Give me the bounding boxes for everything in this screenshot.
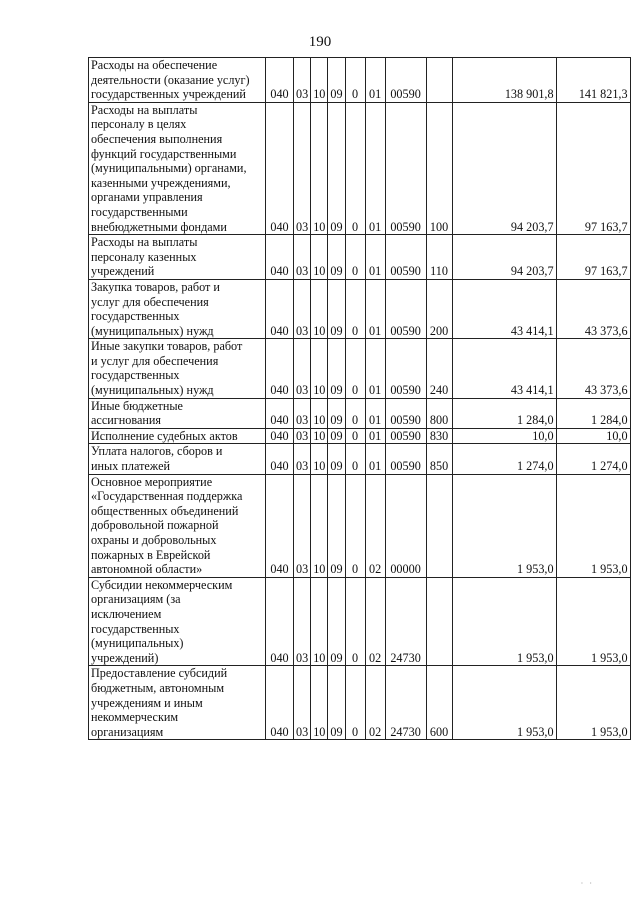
table-cell-direction: 00590 <box>385 398 426 428</box>
table-cell-event: 01 <box>365 444 385 474</box>
table-cell-sum-year2: 97 163,7 <box>556 235 630 280</box>
table-cell-program: 09 <box>328 102 345 234</box>
table-cell-name: Закупка товаров, работ и услуг для обеспечения государственных (муниципальных) нужд <box>89 279 266 338</box>
table-cell-sum-year1: 94 203,7 <box>452 235 556 280</box>
page-number: 190 <box>308 34 332 50</box>
table-row <box>89 279 631 338</box>
table-cell-subprogram: 0 <box>345 102 365 234</box>
table-cell-event: 01 <box>365 428 385 444</box>
table-cell-subsection: 10 <box>311 279 328 338</box>
table-cell-expense-type: 110 <box>426 235 452 280</box>
table-cell-direction: 00590 <box>385 279 426 338</box>
table-cell-expense-type <box>426 58 452 103</box>
table-cell-section: 03 <box>294 444 311 474</box>
table-cell-name: Расходы на выплаты персоналу казенных учреждений <box>89 235 266 280</box>
table-cell-sum-year2: 10,0 <box>556 428 630 444</box>
table-cell-section: 03 <box>294 577 311 666</box>
table-cell-expense-type: 200 <box>426 279 452 338</box>
table-cell-sum-year1: 1 953,0 <box>452 474 556 577</box>
table-cell-direction: 24730 <box>385 666 426 740</box>
table-cell-section: 03 <box>294 58 311 103</box>
table-cell-subprogram: 0 <box>345 428 365 444</box>
table-cell-program: 09 <box>328 444 345 474</box>
table-cell-subsection: 10 <box>311 474 328 577</box>
table-cell-sum-year1: 138 901,8 <box>452 58 556 103</box>
table-cell-direction: 00000 <box>385 474 426 577</box>
table-cell-event: 01 <box>365 398 385 428</box>
table-cell-subsection: 10 <box>311 339 328 398</box>
table-cell-section: 03 <box>294 666 311 740</box>
table-row <box>89 666 631 740</box>
table-cell-direction: 24730 <box>385 577 426 666</box>
table-cell-program: 09 <box>328 577 345 666</box>
table-cell-event: 02 <box>365 474 385 577</box>
table-cell-event: 02 <box>365 666 385 740</box>
table-row <box>89 235 631 280</box>
table-cell-event: 01 <box>365 58 385 103</box>
table-cell-name: Основное мероприятие «Государственная поддержка общественных объединений добровольной пожарной охраны и добровольных пожарных в Еврейской автономной области» <box>89 474 266 577</box>
table-cell-sum-year2: 1 274,0 <box>556 444 630 474</box>
table-cell-sum-year1: 1 284,0 <box>452 398 556 428</box>
table-cell-program: 09 <box>328 58 345 103</box>
table-cell-sum-year1: 1 274,0 <box>452 444 556 474</box>
table-cell-event: 02 <box>365 577 385 666</box>
table-cell-name: Уплата налогов, сборов и иных платежей <box>89 444 266 474</box>
table-cell-sum-year2: 1 284,0 <box>556 398 630 428</box>
table-cell-event: 01 <box>365 279 385 338</box>
table-cell-ministry: 040 <box>266 577 294 666</box>
table-cell-subsection: 10 <box>311 398 328 428</box>
table-cell-subsection: 10 <box>311 235 328 280</box>
table-cell-expense-type <box>426 474 452 577</box>
table-cell-ministry: 040 <box>266 235 294 280</box>
table-cell-name: Субсидии некоммерческим организациям (за исключением государственных (муниципальных) учреждений) <box>89 577 266 666</box>
table-cell-sum-year2: 43 373,6 <box>556 339 630 398</box>
table-cell-subsection: 10 <box>311 444 328 474</box>
page-mark: · · <box>580 879 592 888</box>
table-cell-ministry: 040 <box>266 444 294 474</box>
table-cell-section: 03 <box>294 339 311 398</box>
table-cell-subprogram: 0 <box>345 474 365 577</box>
table-cell-sum-year1: 1 953,0 <box>452 666 556 740</box>
table-cell-section: 03 <box>294 235 311 280</box>
table-cell-direction: 00590 <box>385 235 426 280</box>
table-cell-program: 09 <box>328 339 345 398</box>
table-cell-sum-year2: 97 163,7 <box>556 102 630 234</box>
table-cell-ministry: 040 <box>266 428 294 444</box>
table-cell-ministry: 040 <box>266 666 294 740</box>
table-cell-subprogram: 0 <box>345 58 365 103</box>
table-row <box>89 398 631 428</box>
table-cell-direction: 00590 <box>385 102 426 234</box>
table-cell-sum-year2: 1 953,0 <box>556 474 630 577</box>
table-cell-subsection: 10 <box>311 102 328 234</box>
table-cell-program: 09 <box>328 235 345 280</box>
table-cell-subprogram: 0 <box>345 339 365 398</box>
table-cell-sum-year2: 1 953,0 <box>556 666 630 740</box>
table-cell-subprogram: 0 <box>345 398 365 428</box>
table-cell-name: Расходы на обеспечение деятельности (оказание услуг) государственных учреждений <box>89 58 266 103</box>
table-row <box>89 444 631 474</box>
table-row <box>89 577 631 666</box>
table-cell-program: 09 <box>328 666 345 740</box>
table-row <box>89 58 631 103</box>
table-cell-sum-year2: 1 953,0 <box>556 577 630 666</box>
table-cell-ministry: 040 <box>266 58 294 103</box>
table-cell-section: 03 <box>294 279 311 338</box>
table-cell-expense-type: 240 <box>426 339 452 398</box>
table-cell-sum-year1: 10,0 <box>452 428 556 444</box>
table-cell-subsection: 10 <box>311 428 328 444</box>
table-cell-subprogram: 0 <box>345 444 365 474</box>
table-cell-section: 03 <box>294 398 311 428</box>
table-cell-sum-year2: 141 821,3 <box>556 58 630 103</box>
table-cell-event: 01 <box>365 102 385 234</box>
table-cell-subsection: 10 <box>311 577 328 666</box>
table-cell-program: 09 <box>328 474 345 577</box>
table-cell-expense-type: 600 <box>426 666 452 740</box>
table-cell-expense-type <box>426 577 452 666</box>
table-cell-subsection: 10 <box>311 666 328 740</box>
table-cell-name: Исполнение судебных актов <box>89 428 266 444</box>
table-cell-direction: 00590 <box>385 339 426 398</box>
table-cell-section: 03 <box>294 474 311 577</box>
table-cell-sum-year1: 43 414,1 <box>452 279 556 338</box>
table-cell-ministry: 040 <box>266 398 294 428</box>
table-cell-subprogram: 0 <box>345 279 365 338</box>
table-cell-expense-type: 800 <box>426 398 452 428</box>
table-cell-name: Предоставление субсидий бюджетным, автономным учреждениям и иным некоммерческим организациям <box>89 666 266 740</box>
table-cell-program: 09 <box>328 279 345 338</box>
table-cell-ministry: 040 <box>266 339 294 398</box>
table-cell-subsection: 10 <box>311 58 328 103</box>
table-cell-section: 03 <box>294 428 311 444</box>
table-cell-expense-type: 830 <box>426 428 452 444</box>
table-cell-ministry: 040 <box>266 279 294 338</box>
table-cell-direction: 00590 <box>385 428 426 444</box>
table-cell-expense-type: 100 <box>426 102 452 234</box>
table-row <box>89 428 631 444</box>
table-cell-name: Иные бюджетные ассигнования <box>89 398 266 428</box>
budget-table <box>88 57 631 740</box>
table-cell-ministry: 040 <box>266 474 294 577</box>
table-cell-direction: 00590 <box>385 444 426 474</box>
table-cell-program: 09 <box>328 398 345 428</box>
table-cell-name: Иные закупки товаров, работ и услуг для обеспечения государственных (муниципальных) нужд <box>89 339 266 398</box>
table-row <box>89 474 631 577</box>
table-cell-event: 01 <box>365 339 385 398</box>
table-cell-name: Расходы на выплаты персоналу в целях обеспечения выполнения функций государственными (муниципальными) органами, казенными учреждениями, органами управления государственными внебюджетными фондами <box>89 102 266 234</box>
table-cell-subprogram: 0 <box>345 577 365 666</box>
table-cell-sum-year2: 43 373,6 <box>556 279 630 338</box>
table-cell-direction: 00590 <box>385 58 426 103</box>
table-cell-subprogram: 0 <box>345 235 365 280</box>
table-cell-section: 03 <box>294 102 311 234</box>
table-row <box>89 339 631 398</box>
table-cell-expense-type: 850 <box>426 444 452 474</box>
table-cell-subprogram: 0 <box>345 666 365 740</box>
table-cell-event: 01 <box>365 235 385 280</box>
table-cell-sum-year1: 94 203,7 <box>452 102 556 234</box>
table-cell-sum-year1: 1 953,0 <box>452 577 556 666</box>
table-cell-program: 09 <box>328 428 345 444</box>
table-cell-ministry: 040 <box>266 102 294 234</box>
table-row <box>89 102 631 234</box>
table-cell-sum-year1: 43 414,1 <box>452 339 556 398</box>
